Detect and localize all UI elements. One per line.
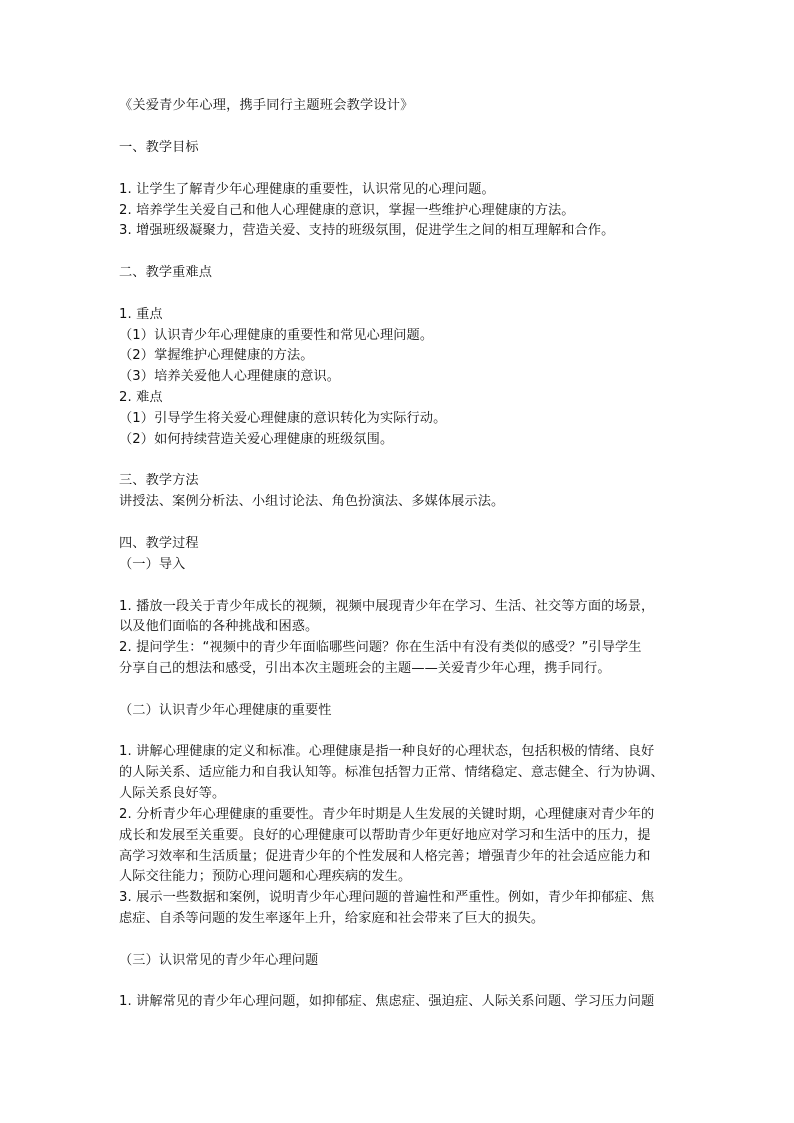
- paragraph-line: 成长和发展至关重要。良好的心理健康可以帮助青少年更好地应对学习和生活中的压力，提: [119, 828, 651, 843]
- subsection-heading-intro: （一）导入: [119, 557, 186, 572]
- key-points-line: （1）认识青少年心理健康的重要性和常见心理问题。: [119, 328, 434, 343]
- paragraph-line: 2. 提问学生：“视频中的青少年面临哪些问题？你在生活中有没有类似的感受？”引导学生: [119, 640, 642, 655]
- section-heading-process: 四、教学过程: [119, 536, 199, 551]
- section-heading-objectives: 一、教学目标: [119, 140, 199, 155]
- paragraph-line: 虑症、自杀等问题的发生率逐年上升，给家庭和社会带来了巨大的损失。: [119, 911, 545, 926]
- objective-item: 2. 培养学生关爱自己和他人心理健康的意识，掌握一些维护心理健康的方法。: [119, 203, 575, 218]
- paragraph-line: 人际交往能力；预防心理问题和心理疾病的发生。: [119, 869, 412, 884]
- paragraph-line: 3. 展示一些数据和案例，说明青少年心理问题的普遍性和严重性。例如，青少年抑郁症、焦: [119, 890, 655, 905]
- document-title: 《关爱青少年心理，携手同行主题班会教学设计》: [119, 98, 414, 113]
- methods-text: 讲授法、案例分析法、小组讨论法、角色扮演法、多媒体展示法。: [119, 494, 505, 509]
- objective-item: 3. 增强班级凝聚力，营造关爱、支持的班级氛围，促进学生之间的相互理解和合作。: [119, 223, 615, 238]
- key-points-line: 2. 难点: [119, 390, 163, 405]
- paragraph-line: 1. 讲解常见的青少年心理问题，如抑郁症、焦虑症、强迫症、人际关系问题、学习压力问题: [119, 994, 655, 1009]
- paragraph-line: 1. 播放一段关于青少年成长的视频，视频中展现青少年在学习、生活、社交等方面的场景，: [119, 599, 655, 614]
- key-points-line: 1. 重点: [119, 307, 163, 322]
- objective-item: 1. 让学生了解青少年心理健康的重要性，认识常见的心理问题。: [119, 182, 495, 197]
- key-points-line: （2）掌握维护心理健康的方法。: [119, 348, 314, 363]
- section-heading-key-points: 二、教学重难点: [119, 265, 213, 280]
- paragraph-line: 2. 分析青少年心理健康的重要性。青少年时期是人生发展的关键时期，心理健康对青少年的: [119, 807, 655, 822]
- subsection-heading-importance: （二）认识青少年心理健康的重要性: [119, 703, 332, 718]
- paragraph-line: 分享自己的想法和感受，引出本次主题班会的主题——关爱青少年心理，携手同行。: [119, 661, 611, 676]
- section-heading-methods: 三、教学方法: [119, 473, 199, 488]
- paragraph-line: 的人际关系、适应能力和自我认知等。标准包括智力正常、情绪稳定、意志健全、行为协调、: [119, 765, 664, 780]
- key-points-line: （2）如何持续营造关爱心理健康的班级氛围。: [119, 432, 394, 447]
- paragraph-line: 以及他们面临的各种挑战和困惑。: [119, 619, 319, 634]
- paragraph-line: 1. 讲解心理健康的定义和标准。心理健康是指一种良好的心理状态，包括积极的情绪、良好: [119, 744, 655, 759]
- paragraph-line: 人际关系良好等。: [119, 786, 226, 801]
- key-points-line: （3）培养关爱他人心理健康的意识。: [119, 369, 341, 384]
- key-points-line: （1）引导学生将关爱心理健康的意识转化为实际行动。: [119, 411, 447, 426]
- subsection-heading-common-problems: （三）认识常见的青少年心理问题: [119, 953, 319, 968]
- paragraph-line: 高学习效率和生活质量；促进青少年的个性发展和人格完善；增强青少年的社会适应能力和: [119, 849, 651, 864]
